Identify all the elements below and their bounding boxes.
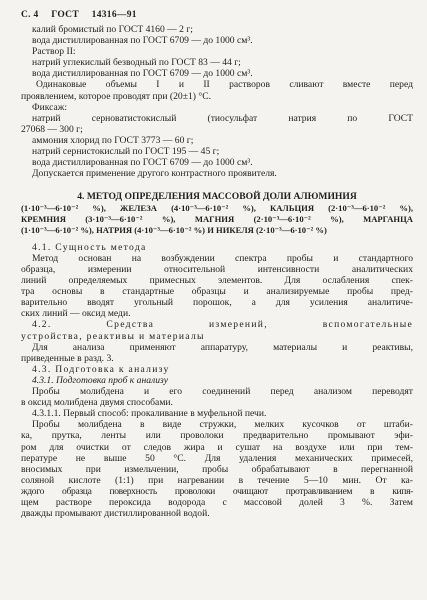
text-line: вносимых при измельчении, пробы обрабатывают в перегнанной — [21, 463, 413, 475]
reagents-block — [21, 24, 413, 179]
text-line: натрий углекислый безводный по ГОСТ 83 — 44 г; — [32, 57, 241, 69]
text-line: аммония хлорид по ГОСТ 3773 — 60 г; — [32, 134, 194, 146]
text-line: Пробы молибдена в виде стружки, мелких кусочков от штаби- — [32, 419, 413, 431]
subsection-heading: 4.3. Подготовка к анализу — [32, 363, 170, 375]
text-line: Фиксаж: — [32, 101, 68, 113]
text-line: ских линий — оксид меди. — [21, 308, 131, 320]
document-page — [21, 10, 413, 519]
standard-number: 14316—91 — [91, 10, 137, 20]
text-line: образца, измерении относительной интенсивности аналитических — [21, 264, 413, 276]
text-line: пературе не выше 50 °С. Для удаления механических примесей, — [21, 452, 413, 464]
subsection-heading: 4.2. Средства измерений, вспомогательные — [32, 319, 413, 331]
text-line: варительно вводят угольный порошок, а для усиления аналитиче- — [21, 297, 413, 309]
section-subtitle-line: (1·10⁻³—6·10⁻² %), НАТРИЯ (4·10⁻³—6·10⁻² %) И НИКЕЛЯ (2·10⁻³—6·10⁻² %) — [21, 225, 327, 236]
text-line: калий бромистый по ГОСТ 4160 — 2 г; — [32, 24, 193, 35]
text-line: Одинаковые объемы I и II растворов сливают вместе перед — [36, 79, 413, 91]
paragraph-4-3 — [21, 364, 413, 519]
standard-label: ГОСТ — [51, 10, 79, 20]
page-header — [21, 10, 413, 24]
section-subtitle — [21, 203, 413, 237]
paragraph-4-1 — [21, 242, 413, 320]
text-line: Раствор II: — [32, 46, 76, 58]
text-line: дважды промывают дистиллированной водой. — [21, 508, 210, 520]
text-line: щем растворе пероксида водорода с массовой долей 3 %. Затем — [21, 496, 413, 508]
text-line: Пробы молибдена и его соединений перед анализом переводят — [32, 386, 413, 398]
text-line: Для анализа применяют аппаратуру, материалы и реактивы, — [32, 341, 413, 353]
text-line: Метод основан на возбуждении спектра пробы и стандартного — [32, 252, 413, 264]
text-line: натрий серноватистокислый (тиосульфат натрия по ГОСТ — [32, 112, 413, 124]
section-subtitle-line: КРЕМНИЯ (3·10⁻³—6·10⁻² %), МАГНИЯ (2·10⁻³—6·10⁻² %), МАРГАНЦА — [21, 214, 413, 225]
text-line: вода дистиллированная по ГОСТ 6709 — до 1000 см³. — [32, 157, 253, 169]
text-line: Допускается применение другого контрастного проявителя. — [32, 168, 277, 180]
paragraph-4-2 — [21, 319, 413, 363]
text-line: приведенные в разд. 3. — [21, 352, 114, 364]
text-line: 27068 — 300 г; — [21, 123, 83, 135]
text-line: натрий сернистокислый по ГОСТ 195 — 45 г; — [32, 146, 220, 158]
text-line: соляной кислоте (1:1) при нагревании в течение 5—10 мин. От ка- — [21, 474, 413, 486]
subsection-heading: устройства, реактивы и материалы — [21, 330, 205, 342]
text-line: проявлением, которое проводят при (20±1) °С. — [21, 90, 212, 102]
text-line: вода дистиллированная по ГОСТ 6709 — до 1000 см³. — [32, 68, 253, 80]
text-line: ром для очистки от следов жира и сушат на воздухе или при тем- — [21, 441, 413, 453]
subsection-subheading: 4.3.1. Подготовка проб к анализу — [32, 374, 168, 386]
text-line: вода дистиллированная по ГОСТ 6709 — до 1000 см³. — [32, 35, 253, 47]
text-line: в оксид молибдена двумя способами. — [21, 397, 173, 409]
text-line: ждого образца поверхность проволоки очищают протравливанием в кипя- — [21, 485, 413, 497]
subsection-heading: 4.1. Сущность метода — [32, 241, 147, 253]
section-subtitle-line: (1·10⁻³—6·10⁻² %), ЖЕЛЕЗА (4·10⁻³—6·10⁻² %), КАЛЬЦИЯ (2·10⁻³—6·10⁻² %), — [21, 202, 413, 213]
text-line: тра основы в стандартные образцы и анализируемые пробы пред- — [21, 286, 413, 298]
text-line: линий определяемых примесных элементов. Для ослабления спек- — [21, 275, 413, 287]
text-line: ка, прутка, ленты или проволоки предварительно промывают эфи- — [21, 430, 413, 442]
text-line: 4.3.1.1. Первый способ: прокаливание в муфельной печи. — [32, 408, 267, 420]
section-title: 4. МЕТОД ОПРЕДЕЛЕНИЯ МАССОВОЙ ДОЛИ АЛЮМИНИЯ — [77, 191, 357, 203]
page-number: С. 4 — [21, 10, 39, 20]
